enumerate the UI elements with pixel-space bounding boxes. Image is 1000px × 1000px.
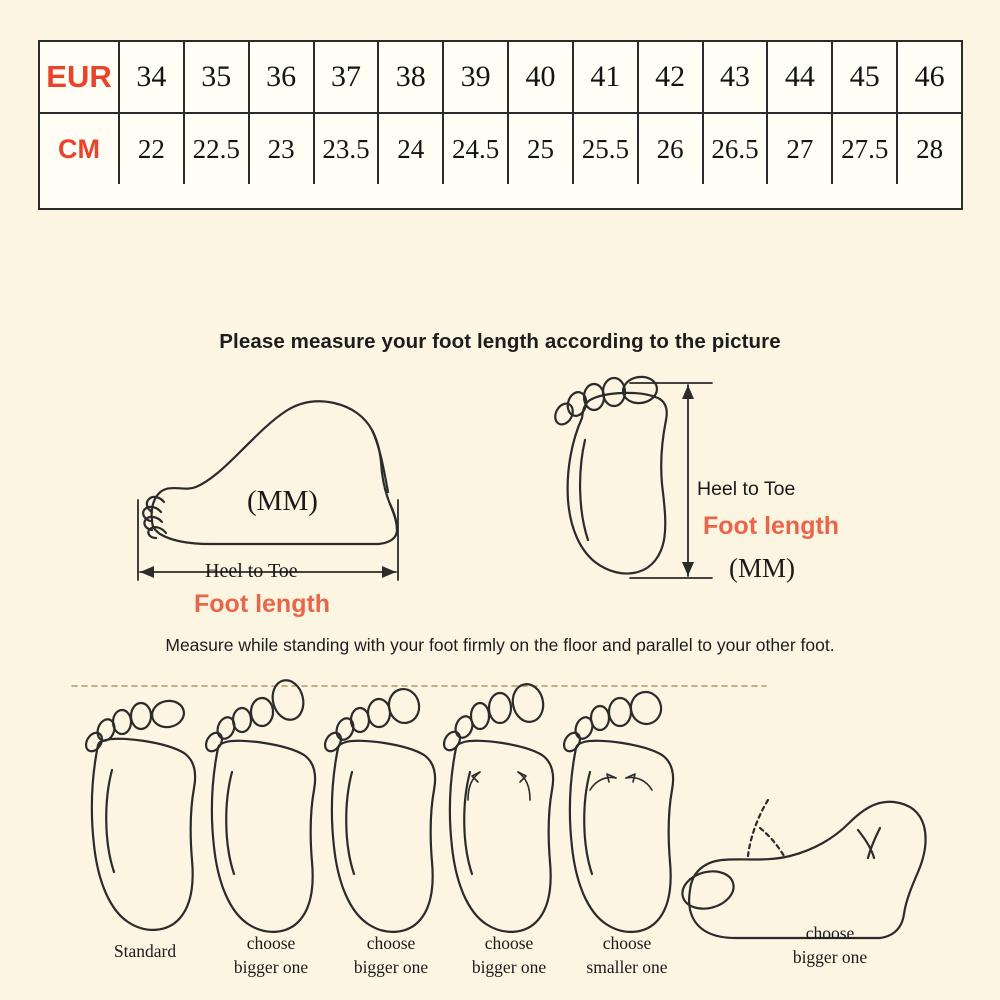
foot-type-caption <box>552 932 702 979</box>
top-view-heel-to-toe-label: Heel to Toe <box>697 478 796 500</box>
side-view-heel-to-toe-label: Heel to Toe <box>205 560 298 582</box>
table-cell: 43 <box>703 41 768 113</box>
table-cell: 38 <box>378 41 443 113</box>
table-cell: 23 <box>249 113 314 185</box>
table-cell: 27 <box>767 113 832 185</box>
caption-line-2: bigger one <box>471 956 547 977</box>
table-cell: 46 <box>897 41 962 113</box>
foot-type-second-longer-icon <box>203 677 315 932</box>
table-cell: 22.5 <box>184 113 249 185</box>
table-cell: 37 <box>314 41 379 113</box>
caption-line-2: bigger one <box>353 956 429 977</box>
table-cell: 42 <box>638 41 703 113</box>
foot-type-bunion-icon <box>678 800 925 938</box>
size-chart-table <box>38 40 963 186</box>
table-row-eur <box>39 41 962 113</box>
side-view-foot-length-label: Foot length <box>194 590 331 618</box>
row-label-eur: EUR <box>39 41 119 113</box>
caption-line-1: choose <box>246 933 296 953</box>
top-view-foot-icon <box>552 375 667 574</box>
foot-type-fifth-icon <box>561 689 673 932</box>
foot-type-standard-icon <box>83 698 195 929</box>
table-cell: 22 <box>119 113 184 185</box>
table-cell: 40 <box>508 41 573 113</box>
caption-line-1: Standard <box>113 941 177 961</box>
foot-type-fourth-icon <box>441 681 553 932</box>
top-view-mm-label: (MM) <box>729 553 795 583</box>
top-view-foot-length-label: Foot length <box>703 512 840 540</box>
table-cell: 25 <box>508 113 573 185</box>
caption-line-1: choose <box>366 933 416 953</box>
foot-type-third-icon <box>322 686 435 932</box>
measure-instruction-note: Measure while standing with your foot firmly on the floor and parallel to your other foot. <box>165 635 835 655</box>
foot-type-caption <box>750 922 910 969</box>
table-cell: 35 <box>184 41 249 113</box>
caption-line-1: choose <box>805 923 855 943</box>
table-cell: 34 <box>119 41 184 113</box>
table-cell: 28 <box>897 113 962 185</box>
table-cell: 26 <box>638 113 703 185</box>
table-cell: 36 <box>249 41 314 113</box>
side-view-mm-label: (MM) <box>247 485 318 517</box>
measure-instruction-title: Please measure your foot length according to the picture <box>219 330 781 353</box>
table-cell: 27.5 <box>832 113 897 185</box>
table-bottom-strip <box>38 184 963 210</box>
caption-line-2: bigger one <box>233 956 309 977</box>
table-cell: 26.5 <box>703 113 768 185</box>
table-cell: 45 <box>832 41 897 113</box>
caption-line-2: bigger one <box>792 946 868 967</box>
table-row-cm <box>39 113 962 185</box>
caption-line-1: choose <box>602 933 652 953</box>
table-cell: 41 <box>573 41 638 113</box>
table-cell: 25.5 <box>573 113 638 185</box>
side-view-foot-icon <box>143 401 397 544</box>
table-cell: 24 <box>378 113 443 185</box>
table-cell: 23.5 <box>314 113 379 185</box>
table-cell: 39 <box>443 41 508 113</box>
table-cell: 44 <box>767 41 832 113</box>
row-label-cm: CM <box>39 113 119 185</box>
caption-line-1: choose <box>484 933 534 953</box>
table-cell: 24.5 <box>443 113 508 185</box>
caption-line-2: smaller one <box>586 956 668 977</box>
